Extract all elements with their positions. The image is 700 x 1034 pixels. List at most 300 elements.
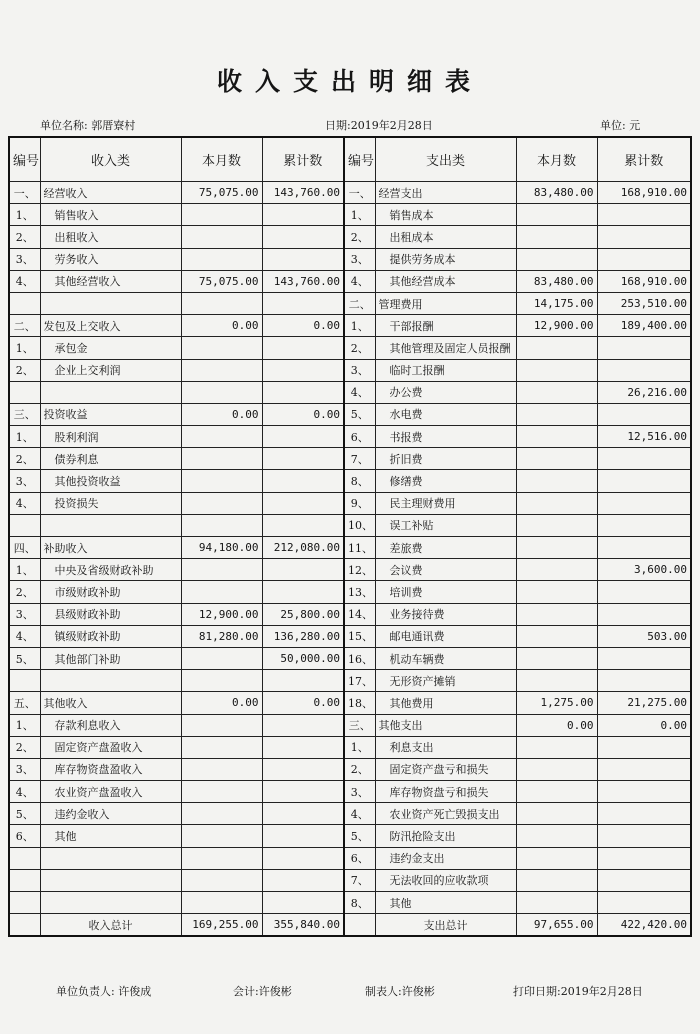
table-row bbox=[9, 292, 691, 314]
header-code-income: 编号 bbox=[9, 137, 40, 182]
expense-code-cell: 14、 bbox=[344, 603, 375, 625]
expense-cumulative-cell bbox=[597, 603, 691, 625]
income-cumulative-cell bbox=[262, 847, 344, 869]
income-cumulative-cell: 136,280.00 bbox=[262, 625, 344, 647]
income-code-cell: 1、 bbox=[9, 714, 40, 736]
expense-name-cell: 利息支出 bbox=[375, 736, 516, 758]
income-month-cell bbox=[181, 292, 262, 314]
income-month-cell: 12,900.00 bbox=[181, 603, 262, 625]
expense-code-cell: 7、 bbox=[344, 869, 375, 891]
income-month-cell bbox=[181, 758, 262, 780]
expense-code-cell: 3、 bbox=[344, 781, 375, 803]
income-cumulative-cell bbox=[262, 426, 344, 448]
expense-cumulative-cell: 168,910.00 bbox=[597, 270, 691, 292]
expense-cumulative-cell bbox=[597, 492, 691, 514]
income-code-cell: 5、 bbox=[9, 803, 40, 825]
expense-code-cell: 2、 bbox=[344, 337, 375, 359]
expense-month-cell bbox=[516, 204, 597, 226]
income-month-cell bbox=[181, 869, 262, 891]
expense-name-cell: 机动车辆费 bbox=[375, 647, 516, 669]
income-name-cell: 存款利息收入 bbox=[40, 714, 181, 736]
table-row bbox=[9, 781, 691, 803]
expense-name-cell: 出租成本 bbox=[375, 226, 516, 248]
income-month-cell: 169,255.00 bbox=[181, 914, 262, 937]
expense-name-cell: 其他管理及固定人员报酬 bbox=[375, 337, 516, 359]
income-cumulative-cell bbox=[262, 492, 344, 514]
expense-code-cell: 4、 bbox=[344, 803, 375, 825]
unit-leader: 单位负责人: 许俊成 bbox=[56, 985, 152, 998]
income-name-cell: 投资损失 bbox=[40, 492, 181, 514]
income-code-cell: 4、 bbox=[9, 492, 40, 514]
expense-month-cell bbox=[516, 426, 597, 448]
income-cumulative-cell bbox=[262, 359, 344, 381]
income-code-cell: 3、 bbox=[9, 470, 40, 492]
expense-name-cell: 办公费 bbox=[375, 381, 516, 403]
income-cumulative-cell bbox=[262, 869, 344, 891]
table-row bbox=[9, 381, 691, 403]
income-cumulative-cell: 0.00 bbox=[262, 403, 344, 425]
income-code-cell: 三、 bbox=[9, 403, 40, 425]
income-name-cell: 股利利润 bbox=[40, 426, 181, 448]
income-code-cell: 4、 bbox=[9, 270, 40, 292]
income-cumulative-cell: 0.00 bbox=[262, 692, 344, 714]
expense-cumulative-cell: 21,275.00 bbox=[597, 692, 691, 714]
expense-name-cell: 民主理财费用 bbox=[375, 492, 516, 514]
expense-month-cell bbox=[516, 470, 597, 492]
income-name-cell: 承包金 bbox=[40, 337, 181, 359]
expense-month-cell bbox=[516, 758, 597, 780]
expense-cumulative-cell: 253,510.00 bbox=[597, 292, 691, 314]
income-code-cell: 2、 bbox=[9, 736, 40, 758]
expense-month-cell: 0.00 bbox=[516, 714, 597, 736]
expense-cumulative-cell bbox=[597, 581, 691, 603]
income-code-cell: 3、 bbox=[9, 758, 40, 780]
income-code-cell: 2、 bbox=[9, 359, 40, 381]
income-cumulative-cell bbox=[262, 514, 344, 536]
expense-name-cell: 临时工报酬 bbox=[375, 359, 516, 381]
expense-code-cell: 4、 bbox=[344, 270, 375, 292]
income-code-cell: 1、 bbox=[9, 426, 40, 448]
expense-code-cell: 3、 bbox=[344, 248, 375, 270]
table-row bbox=[9, 892, 691, 914]
income-code-cell: 3、 bbox=[9, 603, 40, 625]
table-row bbox=[9, 403, 691, 425]
table-row bbox=[9, 248, 691, 270]
income-code-cell: 五、 bbox=[9, 692, 40, 714]
income-code-cell: 1、 bbox=[9, 204, 40, 226]
expense-month-cell bbox=[516, 847, 597, 869]
expense-code-cell: 1、 bbox=[344, 204, 375, 226]
header-expense-cumulative: 累计数 bbox=[597, 137, 691, 182]
expense-cumulative-cell: 189,400.00 bbox=[597, 315, 691, 337]
table-row bbox=[9, 337, 691, 359]
expense-month-cell bbox=[516, 892, 597, 914]
income-month-cell bbox=[181, 581, 262, 603]
expense-cumulative-cell bbox=[597, 647, 691, 669]
expense-name-cell: 农业资产死亡毁损支出 bbox=[375, 803, 516, 825]
expense-code-cell: 12、 bbox=[344, 559, 375, 581]
income-month-cell bbox=[181, 781, 262, 803]
expense-name-cell: 管理费用 bbox=[375, 292, 516, 314]
income-code-cell bbox=[9, 292, 40, 314]
table-row bbox=[9, 514, 691, 536]
income-cumulative-cell bbox=[262, 470, 344, 492]
expense-cumulative-cell bbox=[597, 537, 691, 559]
expense-name-cell: 其他 bbox=[375, 892, 516, 914]
expense-month-cell bbox=[516, 825, 597, 847]
table-row bbox=[9, 537, 691, 559]
header-income-category: 收入类 bbox=[40, 137, 181, 182]
income-cumulative-cell bbox=[262, 670, 344, 692]
expense-cumulative-cell bbox=[597, 470, 691, 492]
income-code-cell: 一、 bbox=[9, 182, 40, 204]
expense-cumulative-cell bbox=[597, 448, 691, 470]
table-row bbox=[9, 492, 691, 514]
table-row bbox=[9, 359, 691, 381]
expense-month-cell bbox=[516, 670, 597, 692]
table-row bbox=[9, 204, 691, 226]
expense-code-cell: 2、 bbox=[344, 226, 375, 248]
income-month-cell bbox=[181, 426, 262, 448]
income-name-cell bbox=[40, 381, 181, 403]
income-code-cell bbox=[9, 670, 40, 692]
expense-code-cell: 三、 bbox=[344, 714, 375, 736]
income-month-cell: 75,075.00 bbox=[181, 182, 262, 204]
expense-cumulative-cell: 422,420.00 bbox=[597, 914, 691, 937]
expense-month-cell bbox=[516, 537, 597, 559]
table-row bbox=[9, 226, 691, 248]
expense-month-cell bbox=[516, 869, 597, 891]
expense-cumulative-cell bbox=[597, 226, 691, 248]
income-cumulative-cell bbox=[262, 204, 344, 226]
expense-name-cell: 修缮费 bbox=[375, 470, 516, 492]
table-header-row bbox=[9, 137, 691, 182]
income-month-cell bbox=[181, 337, 262, 359]
table-row bbox=[9, 426, 691, 448]
expense-name-cell: 防汛抢险支出 bbox=[375, 825, 516, 847]
expense-month-cell: 12,900.00 bbox=[516, 315, 597, 337]
expense-cumulative-cell bbox=[597, 359, 691, 381]
expense-cumulative-cell bbox=[597, 758, 691, 780]
table-row bbox=[9, 914, 691, 937]
income-cumulative-cell bbox=[262, 781, 344, 803]
income-code-cell: 1、 bbox=[9, 337, 40, 359]
income-name-cell: 劳务收入 bbox=[40, 248, 181, 270]
expense-name-cell: 违约金支出 bbox=[375, 847, 516, 869]
income-name-cell: 其他收入 bbox=[40, 692, 181, 714]
income-name-cell: 其他经营收入 bbox=[40, 270, 181, 292]
income-month-cell bbox=[181, 559, 262, 581]
unit-name: 单位名称: 郭厝寮村 bbox=[40, 119, 136, 132]
expense-month-cell bbox=[516, 603, 597, 625]
expense-month-cell: 97,655.00 bbox=[516, 914, 597, 937]
expense-name-cell: 库存物资盘亏和损失 bbox=[375, 781, 516, 803]
income-cumulative-cell bbox=[262, 736, 344, 758]
income-name-cell: 企业上交利润 bbox=[40, 359, 181, 381]
header-expense-category: 支出类 bbox=[375, 137, 516, 182]
income-name-cell: 债券利息 bbox=[40, 448, 181, 470]
expense-name-cell: 其他支出 bbox=[375, 714, 516, 736]
expense-name-cell: 其他经营成本 bbox=[375, 270, 516, 292]
income-month-cell bbox=[181, 359, 262, 381]
income-month-cell bbox=[181, 647, 262, 669]
expense-month-cell bbox=[516, 492, 597, 514]
expense-month-cell: 14,175.00 bbox=[516, 292, 597, 314]
income-name-cell: 农业资产盘盈收入 bbox=[40, 781, 181, 803]
expense-cumulative-cell bbox=[597, 892, 691, 914]
income-cumulative-cell bbox=[262, 248, 344, 270]
expense-code-cell: 1、 bbox=[344, 736, 375, 758]
table-row bbox=[9, 803, 691, 825]
income-cumulative-cell bbox=[262, 337, 344, 359]
income-code-cell: 二、 bbox=[9, 315, 40, 337]
expense-month-cell bbox=[516, 514, 597, 536]
table-row bbox=[9, 581, 691, 603]
expense-month-cell bbox=[516, 803, 597, 825]
income-month-cell bbox=[181, 381, 262, 403]
income-code-cell bbox=[9, 892, 40, 914]
income-month-cell bbox=[181, 448, 262, 470]
print-date: 打印日期:2019年2月28日 bbox=[513, 985, 643, 998]
expense-cumulative-cell: 168,910.00 bbox=[597, 182, 691, 204]
expense-cumulative-cell bbox=[597, 403, 691, 425]
expense-code-cell: 16、 bbox=[344, 647, 375, 669]
expense-month-cell bbox=[516, 359, 597, 381]
income-cumulative-cell: 212,080.00 bbox=[262, 537, 344, 559]
income-month-cell bbox=[181, 226, 262, 248]
expense-code-cell: 5、 bbox=[344, 825, 375, 847]
income-code-cell: 四、 bbox=[9, 537, 40, 559]
income-name-cell: 补助收入 bbox=[40, 537, 181, 559]
expense-name-cell: 提供劳务成本 bbox=[375, 248, 516, 270]
expense-cumulative-cell bbox=[597, 736, 691, 758]
expense-code-cell: 6、 bbox=[344, 847, 375, 869]
income-cumulative-cell bbox=[262, 758, 344, 780]
expense-month-cell bbox=[516, 248, 597, 270]
expense-code-cell: 10、 bbox=[344, 514, 375, 536]
income-month-cell bbox=[181, 847, 262, 869]
expense-cumulative-cell bbox=[597, 670, 691, 692]
income-code-cell: 4、 bbox=[9, 781, 40, 803]
income-month-cell: 0.00 bbox=[181, 403, 262, 425]
income-month-cell bbox=[181, 470, 262, 492]
expense-code-cell: 9、 bbox=[344, 492, 375, 514]
expense-name-cell: 无形资产摊销 bbox=[375, 670, 516, 692]
income-cumulative-cell bbox=[262, 803, 344, 825]
expense-cumulative-cell bbox=[597, 847, 691, 869]
expense-month-cell bbox=[516, 403, 597, 425]
income-name-cell: 经营收入 bbox=[40, 182, 181, 204]
expense-cumulative-cell bbox=[597, 825, 691, 847]
income-month-cell: 0.00 bbox=[181, 315, 262, 337]
page-title: 收入支出明细表 bbox=[216, 67, 483, 96]
expense-month-cell bbox=[516, 647, 597, 669]
income-month-cell bbox=[181, 892, 262, 914]
income-month-cell: 75,075.00 bbox=[181, 270, 262, 292]
table-row bbox=[9, 625, 691, 647]
expense-code-cell bbox=[344, 914, 375, 937]
expense-name-cell: 培训费 bbox=[375, 581, 516, 603]
income-name-cell: 违约金收入 bbox=[40, 803, 181, 825]
income-month-cell: 0.00 bbox=[181, 692, 262, 714]
table-row bbox=[9, 714, 691, 736]
table-row bbox=[9, 182, 691, 204]
report-date: 日期:2019年2月28日 bbox=[325, 119, 433, 132]
preparer: 制表人:许俊彬 bbox=[365, 985, 435, 998]
expense-month-cell bbox=[516, 581, 597, 603]
income-code-cell bbox=[9, 847, 40, 869]
income-code-cell bbox=[9, 514, 40, 536]
income-code-cell: 4、 bbox=[9, 625, 40, 647]
income-month-cell bbox=[181, 492, 262, 514]
income-name-cell: 库存物资盘盈收入 bbox=[40, 758, 181, 780]
income-name-cell bbox=[40, 292, 181, 314]
table-row bbox=[9, 647, 691, 669]
expense-month-cell bbox=[516, 381, 597, 403]
income-code-cell: 2、 bbox=[9, 448, 40, 470]
income-name-cell bbox=[40, 869, 181, 891]
expense-name-cell: 会议费 bbox=[375, 559, 516, 581]
expense-code-cell: 11、 bbox=[344, 537, 375, 559]
income-name-cell: 其他投资收益 bbox=[40, 470, 181, 492]
expense-cumulative-cell bbox=[597, 781, 691, 803]
income-cumulative-cell bbox=[262, 825, 344, 847]
income-name-cell: 其他部门补助 bbox=[40, 647, 181, 669]
expense-code-cell: 8、 bbox=[344, 470, 375, 492]
expense-code-cell: 8、 bbox=[344, 892, 375, 914]
expense-code-cell: 7、 bbox=[344, 448, 375, 470]
income-code-cell bbox=[9, 914, 40, 937]
expense-month-cell bbox=[516, 226, 597, 248]
expense-code-cell: 一、 bbox=[344, 182, 375, 204]
table-row bbox=[9, 758, 691, 780]
income-month-cell: 81,280.00 bbox=[181, 625, 262, 647]
expense-name-cell: 无法收回的应收款项 bbox=[375, 869, 516, 891]
income-cumulative-cell bbox=[262, 448, 344, 470]
expense-name-cell: 书报费 bbox=[375, 426, 516, 448]
header-code-expense: 编号 bbox=[344, 137, 375, 182]
expense-cumulative-cell: 3,600.00 bbox=[597, 559, 691, 581]
income-expense-table bbox=[8, 136, 692, 937]
expense-month-cell bbox=[516, 736, 597, 758]
expense-name-cell: 其他费用 bbox=[375, 692, 516, 714]
expense-name-cell: 折旧费 bbox=[375, 448, 516, 470]
expense-name-cell: 误工补贴 bbox=[375, 514, 516, 536]
expense-cumulative-cell: 503.00 bbox=[597, 625, 691, 647]
table-row bbox=[9, 670, 691, 692]
table-row bbox=[9, 825, 691, 847]
expense-cumulative-cell: 0.00 bbox=[597, 714, 691, 736]
header-income-month: 本月数 bbox=[181, 137, 262, 182]
expense-code-cell: 4、 bbox=[344, 381, 375, 403]
income-name-cell: 投资收益 bbox=[40, 403, 181, 425]
income-cumulative-cell bbox=[262, 559, 344, 581]
income-cumulative-cell bbox=[262, 892, 344, 914]
expense-code-cell: 1、 bbox=[344, 315, 375, 337]
expense-cumulative-cell bbox=[597, 869, 691, 891]
table-row bbox=[9, 692, 691, 714]
income-name-cell: 镇级财政补助 bbox=[40, 625, 181, 647]
table-row bbox=[9, 559, 691, 581]
header-income-cumulative: 累计数 bbox=[262, 137, 344, 182]
expense-month-cell bbox=[516, 559, 597, 581]
income-cumulative-cell: 143,760.00 bbox=[262, 270, 344, 292]
income-cumulative-cell bbox=[262, 581, 344, 603]
expense-code-cell: 15、 bbox=[344, 625, 375, 647]
accountant: 会计:许俊彬 bbox=[233, 985, 292, 998]
expense-code-cell: 3、 bbox=[344, 359, 375, 381]
income-month-cell bbox=[181, 803, 262, 825]
expense-name-cell: 销售成本 bbox=[375, 204, 516, 226]
income-name-cell: 出租收入 bbox=[40, 226, 181, 248]
expense-code-cell: 5、 bbox=[344, 403, 375, 425]
income-cumulative-cell: 0.00 bbox=[262, 315, 344, 337]
table-body bbox=[9, 182, 691, 937]
table-row bbox=[9, 869, 691, 891]
income-name-cell: 中央及省级财政补助 bbox=[40, 559, 181, 581]
income-name-cell: 县级财政补助 bbox=[40, 603, 181, 625]
income-cumulative-cell bbox=[262, 714, 344, 736]
income-month-cell bbox=[181, 825, 262, 847]
expense-month-cell: 83,480.00 bbox=[516, 270, 597, 292]
expense-name-cell: 水电费 bbox=[375, 403, 516, 425]
income-cumulative-cell bbox=[262, 226, 344, 248]
table-row bbox=[9, 470, 691, 492]
table-row bbox=[9, 736, 691, 758]
expense-code-cell: 二、 bbox=[344, 292, 375, 314]
expense-cumulative-cell bbox=[597, 803, 691, 825]
income-code-cell: 2、 bbox=[9, 226, 40, 248]
income-cumulative-cell: 355,840.00 bbox=[262, 914, 344, 937]
expense-month-cell: 1,275.00 bbox=[516, 692, 597, 714]
income-month-cell bbox=[181, 514, 262, 536]
expense-name-cell: 固定资产盘亏和损失 bbox=[375, 758, 516, 780]
income-month-cell bbox=[181, 736, 262, 758]
expense-month-cell bbox=[516, 448, 597, 470]
table-row bbox=[9, 847, 691, 869]
income-name-cell: 收入总计 bbox=[40, 914, 181, 937]
income-cumulative-cell bbox=[262, 292, 344, 314]
income-code-cell: 5、 bbox=[9, 647, 40, 669]
income-name-cell: 固定资产盘盈收入 bbox=[40, 736, 181, 758]
expense-cumulative-cell bbox=[597, 204, 691, 226]
income-cumulative-cell: 50,000.00 bbox=[262, 647, 344, 669]
income-month-cell bbox=[181, 248, 262, 270]
expense-code-cell: 18、 bbox=[344, 692, 375, 714]
expense-cumulative-cell bbox=[597, 514, 691, 536]
income-code-cell: 3、 bbox=[9, 248, 40, 270]
expense-name-cell: 业务接待费 bbox=[375, 603, 516, 625]
expense-name-cell: 干部报酬 bbox=[375, 315, 516, 337]
expense-month-cell: 83,480.00 bbox=[516, 182, 597, 204]
income-month-cell bbox=[181, 714, 262, 736]
income-code-cell: 2、 bbox=[9, 581, 40, 603]
currency-unit: 单位: 元 bbox=[600, 119, 641, 132]
income-month-cell bbox=[181, 204, 262, 226]
expense-month-cell bbox=[516, 625, 597, 647]
income-code-cell: 6、 bbox=[9, 825, 40, 847]
income-cumulative-cell: 25,800.00 bbox=[262, 603, 344, 625]
expense-month-cell bbox=[516, 781, 597, 803]
income-code-cell bbox=[9, 869, 40, 891]
expense-cumulative-cell bbox=[597, 337, 691, 359]
income-name-cell bbox=[40, 514, 181, 536]
expense-cumulative-cell: 26,216.00 bbox=[597, 381, 691, 403]
expense-code-cell: 13、 bbox=[344, 581, 375, 603]
expense-name-cell: 支出总计 bbox=[375, 914, 516, 937]
expense-code-cell: 2、 bbox=[344, 758, 375, 780]
expense-code-cell: 6、 bbox=[344, 426, 375, 448]
